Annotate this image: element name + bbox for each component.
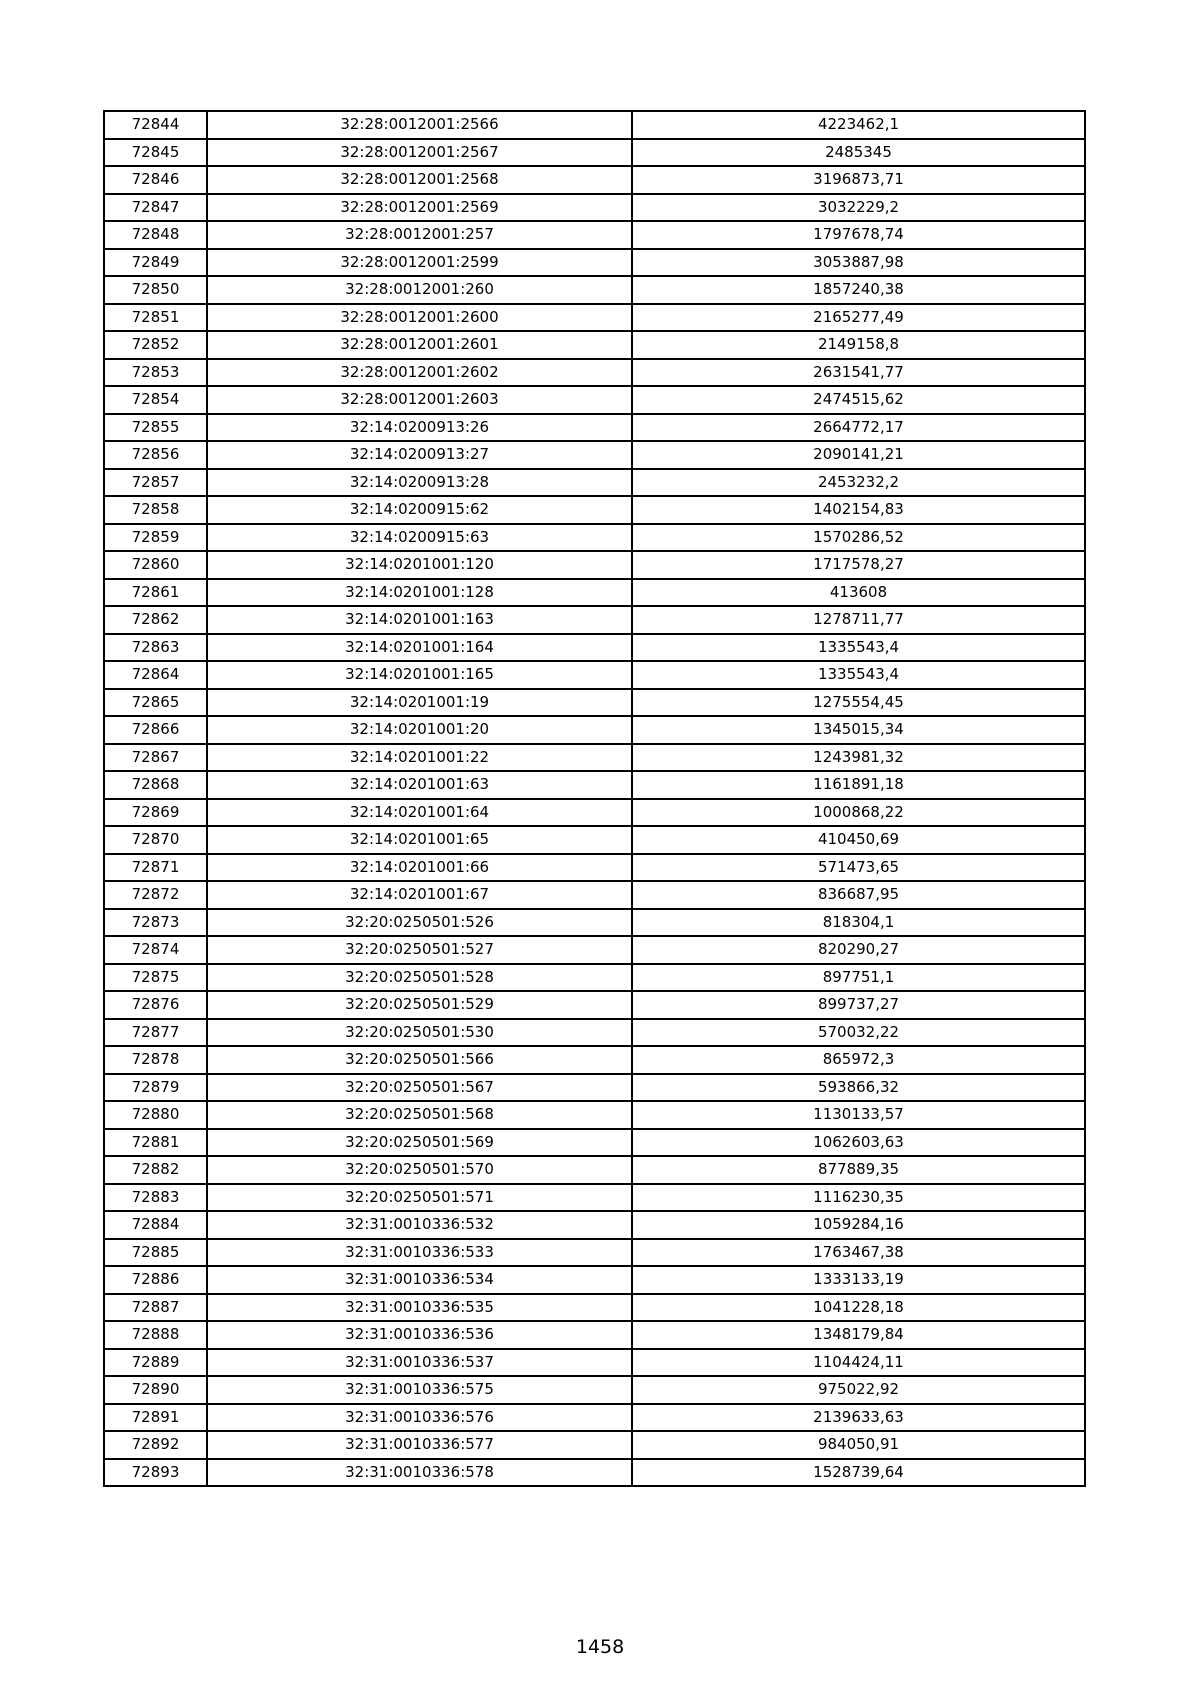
row-number-cell: 72849 xyxy=(104,249,207,277)
table-row xyxy=(104,386,1085,414)
cadastral-number-cell: 32:28:0012001:2602 xyxy=(207,359,632,387)
cadastral-number-cell: 32:20:0250501:529 xyxy=(207,991,632,1019)
cadastral-number-cell: 32:14:0201001:165 xyxy=(207,661,632,689)
row-number-cell: 72886 xyxy=(104,1266,207,1294)
table-row xyxy=(104,1404,1085,1432)
cadastral-number-cell: 32:28:0012001:2601 xyxy=(207,331,632,359)
cadastral-number-cell: 32:14:0200915:63 xyxy=(207,524,632,552)
row-number-cell: 72868 xyxy=(104,771,207,799)
cadastral-number-cell: 32:14:0201001:65 xyxy=(207,826,632,854)
table-row xyxy=(104,579,1085,607)
value-cell: 2664772,17 xyxy=(632,414,1085,442)
table-row xyxy=(104,139,1085,167)
cadastral-number-cell: 32:28:0012001:257 xyxy=(207,221,632,249)
cadastral-number-cell: 32:28:0012001:2568 xyxy=(207,166,632,194)
value-cell: 820290,27 xyxy=(632,936,1085,964)
table-row xyxy=(104,1101,1085,1129)
row-number-cell: 72863 xyxy=(104,634,207,662)
value-cell: 1333133,19 xyxy=(632,1266,1085,1294)
value-cell: 571473,65 xyxy=(632,854,1085,882)
table-row xyxy=(104,249,1085,277)
cadastral-number-cell: 32:14:0201001:120 xyxy=(207,551,632,579)
value-cell: 1130133,57 xyxy=(632,1101,1085,1129)
table-row xyxy=(104,909,1085,937)
table-row xyxy=(104,1129,1085,1157)
table-row xyxy=(104,1266,1085,1294)
table-row xyxy=(104,1459,1085,1487)
table-row xyxy=(104,524,1085,552)
table-row xyxy=(104,331,1085,359)
table-row xyxy=(104,1376,1085,1404)
row-number-cell: 72866 xyxy=(104,716,207,744)
table-row xyxy=(104,414,1085,442)
table-row xyxy=(104,166,1085,194)
cadastral-number-cell: 32:14:0201001:128 xyxy=(207,579,632,607)
row-number-cell: 72870 xyxy=(104,826,207,854)
row-number-cell: 72878 xyxy=(104,1046,207,1074)
cadastral-number-cell: 32:14:0201001:22 xyxy=(207,744,632,772)
cadastral-number-cell: 32:20:0250501:527 xyxy=(207,936,632,964)
value-cell: 2453232,2 xyxy=(632,469,1085,497)
table-row xyxy=(104,936,1085,964)
cadastral-number-cell: 32:14:0201001:19 xyxy=(207,689,632,717)
page-number: 1458 xyxy=(575,1636,625,1658)
table-row xyxy=(104,771,1085,799)
value-cell: 1335543,4 xyxy=(632,634,1085,662)
data-table-container xyxy=(103,110,1084,1487)
table-row xyxy=(104,606,1085,634)
cadastral-number-cell: 32:31:0010336:576 xyxy=(207,1404,632,1432)
table-row xyxy=(104,744,1085,772)
table-row xyxy=(104,1321,1085,1349)
value-cell: 1243981,32 xyxy=(632,744,1085,772)
row-number-cell: 72859 xyxy=(104,524,207,552)
row-number-cell: 72885 xyxy=(104,1239,207,1267)
table-row xyxy=(104,441,1085,469)
cadastral-number-cell: 32:28:0012001:2567 xyxy=(207,139,632,167)
table-row xyxy=(104,634,1085,662)
cadastral-number-cell: 32:14:0201001:20 xyxy=(207,716,632,744)
row-number-cell: 72888 xyxy=(104,1321,207,1349)
row-number-cell: 72847 xyxy=(104,194,207,222)
table-row xyxy=(104,1211,1085,1239)
value-cell: 1000868,22 xyxy=(632,799,1085,827)
value-cell: 865972,3 xyxy=(632,1046,1085,1074)
table-row xyxy=(104,991,1085,1019)
table-row xyxy=(104,276,1085,304)
cadastral-number-cell: 32:20:0250501:571 xyxy=(207,1184,632,1212)
value-cell: 1104424,11 xyxy=(632,1349,1085,1377)
value-cell: 1348179,84 xyxy=(632,1321,1085,1349)
row-number-cell: 72876 xyxy=(104,991,207,1019)
row-number-cell: 72880 xyxy=(104,1101,207,1129)
value-cell: 975022,92 xyxy=(632,1376,1085,1404)
value-cell: 570032,22 xyxy=(632,1019,1085,1047)
value-cell: 2474515,62 xyxy=(632,386,1085,414)
row-number-cell: 72890 xyxy=(104,1376,207,1404)
cadastral-value-table xyxy=(103,110,1086,1487)
cadastral-number-cell: 32:31:0010336:577 xyxy=(207,1431,632,1459)
table-row xyxy=(104,1019,1085,1047)
row-number-cell: 72867 xyxy=(104,744,207,772)
cadastral-number-cell: 32:28:0012001:2599 xyxy=(207,249,632,277)
table-row xyxy=(104,881,1085,909)
row-number-cell: 72846 xyxy=(104,166,207,194)
cadastral-number-cell: 32:20:0250501:528 xyxy=(207,964,632,992)
cadastral-number-cell: 32:14:0201001:163 xyxy=(207,606,632,634)
value-cell: 1116230,35 xyxy=(632,1184,1085,1212)
value-cell: 4223462,1 xyxy=(632,111,1085,139)
table-row xyxy=(104,1431,1085,1459)
value-cell: 413608 xyxy=(632,579,1085,607)
value-cell: 3196873,71 xyxy=(632,166,1085,194)
cadastral-number-cell: 32:20:0250501:566 xyxy=(207,1046,632,1074)
table-row xyxy=(104,469,1085,497)
value-cell: 1402154,83 xyxy=(632,496,1085,524)
table-row xyxy=(104,1349,1085,1377)
row-number-cell: 72874 xyxy=(104,936,207,964)
cadastral-number-cell: 32:14:0201001:66 xyxy=(207,854,632,882)
row-number-cell: 72879 xyxy=(104,1074,207,1102)
table-row xyxy=(104,661,1085,689)
cadastral-number-cell: 32:28:0012001:2569 xyxy=(207,194,632,222)
value-cell: 1797678,74 xyxy=(632,221,1085,249)
value-cell: 3032229,2 xyxy=(632,194,1085,222)
row-number-cell: 72869 xyxy=(104,799,207,827)
row-number-cell: 72845 xyxy=(104,139,207,167)
cadastral-number-cell: 32:14:0200913:27 xyxy=(207,441,632,469)
value-cell: 984050,91 xyxy=(632,1431,1085,1459)
row-number-cell: 72891 xyxy=(104,1404,207,1432)
value-cell: 1717578,27 xyxy=(632,551,1085,579)
value-cell: 593866,32 xyxy=(632,1074,1085,1102)
table-row xyxy=(104,1239,1085,1267)
cadastral-number-cell: 32:20:0250501:570 xyxy=(207,1156,632,1184)
row-number-cell: 72887 xyxy=(104,1294,207,1322)
value-cell: 1062603,63 xyxy=(632,1129,1085,1157)
cadastral-number-cell: 32:14:0200915:62 xyxy=(207,496,632,524)
value-cell: 410450,69 xyxy=(632,826,1085,854)
table-row xyxy=(104,1184,1085,1212)
row-number-cell: 72873 xyxy=(104,909,207,937)
row-number-cell: 72882 xyxy=(104,1156,207,1184)
value-cell: 1570286,52 xyxy=(632,524,1085,552)
row-number-cell: 72872 xyxy=(104,881,207,909)
value-cell: 897751,1 xyxy=(632,964,1085,992)
table-row xyxy=(104,716,1085,744)
table-row xyxy=(104,194,1085,222)
table-row xyxy=(104,1156,1085,1184)
table-row xyxy=(104,799,1085,827)
cadastral-number-cell: 32:28:0012001:260 xyxy=(207,276,632,304)
cadastral-number-cell: 32:20:0250501:567 xyxy=(207,1074,632,1102)
cadastral-number-cell: 32:20:0250501:568 xyxy=(207,1101,632,1129)
row-number-cell: 72877 xyxy=(104,1019,207,1047)
value-cell: 2090141,21 xyxy=(632,441,1085,469)
table-row xyxy=(104,221,1085,249)
row-number-cell: 72865 xyxy=(104,689,207,717)
cadastral-number-cell: 32:20:0250501:569 xyxy=(207,1129,632,1157)
table-row xyxy=(104,826,1085,854)
row-number-cell: 72852 xyxy=(104,331,207,359)
value-cell: 3053887,98 xyxy=(632,249,1085,277)
row-number-cell: 72853 xyxy=(104,359,207,387)
cadastral-number-cell: 32:28:0012001:2603 xyxy=(207,386,632,414)
table-row xyxy=(104,964,1085,992)
cadastral-number-cell: 32:31:0010336:534 xyxy=(207,1266,632,1294)
table-row xyxy=(104,111,1085,139)
cadastral-number-cell: 32:31:0010336:575 xyxy=(207,1376,632,1404)
cadastral-number-cell: 32:31:0010336:536 xyxy=(207,1321,632,1349)
row-number-cell: 72860 xyxy=(104,551,207,579)
row-number-cell: 72889 xyxy=(104,1349,207,1377)
value-cell: 1278711,77 xyxy=(632,606,1085,634)
value-cell: 1059284,16 xyxy=(632,1211,1085,1239)
value-cell: 2139633,63 xyxy=(632,1404,1085,1432)
table-row xyxy=(104,1294,1085,1322)
row-number-cell: 72875 xyxy=(104,964,207,992)
value-cell: 1275554,45 xyxy=(632,689,1085,717)
cadastral-number-cell: 32:31:0010336:533 xyxy=(207,1239,632,1267)
value-cell: 2149158,8 xyxy=(632,331,1085,359)
cadastral-number-cell: 32:14:0201001:63 xyxy=(207,771,632,799)
table-row xyxy=(104,1046,1085,1074)
value-cell: 1857240,38 xyxy=(632,276,1085,304)
table-row xyxy=(104,496,1085,524)
row-number-cell: 72862 xyxy=(104,606,207,634)
cadastral-number-cell: 32:31:0010336:535 xyxy=(207,1294,632,1322)
row-number-cell: 72848 xyxy=(104,221,207,249)
row-number-cell: 72864 xyxy=(104,661,207,689)
cadastral-number-cell: 32:14:0201001:64 xyxy=(207,799,632,827)
row-number-cell: 72892 xyxy=(104,1431,207,1459)
value-cell: 836687,95 xyxy=(632,881,1085,909)
cadastral-number-cell: 32:28:0012001:2600 xyxy=(207,304,632,332)
cadastral-number-cell: 32:31:0010336:578 xyxy=(207,1459,632,1487)
value-cell: 1763467,38 xyxy=(632,1239,1085,1267)
table-body xyxy=(104,111,1085,1486)
row-number-cell: 72884 xyxy=(104,1211,207,1239)
table-row xyxy=(104,551,1085,579)
cadastral-number-cell: 32:20:0250501:530 xyxy=(207,1019,632,1047)
row-number-cell: 72851 xyxy=(104,304,207,332)
cadastral-number-cell: 32:31:0010336:532 xyxy=(207,1211,632,1239)
table-row xyxy=(104,1074,1085,1102)
value-cell: 2631541,77 xyxy=(632,359,1085,387)
table-row xyxy=(104,854,1085,882)
cadastral-number-cell: 32:14:0201001:164 xyxy=(207,634,632,662)
row-number-cell: 72871 xyxy=(104,854,207,882)
cadastral-number-cell: 32:14:0201001:67 xyxy=(207,881,632,909)
value-cell: 1528739,64 xyxy=(632,1459,1085,1487)
value-cell: 899737,27 xyxy=(632,991,1085,1019)
row-number-cell: 72883 xyxy=(104,1184,207,1212)
row-number-cell: 72861 xyxy=(104,579,207,607)
value-cell: 1041228,18 xyxy=(632,1294,1085,1322)
value-cell: 2485345 xyxy=(632,139,1085,167)
row-number-cell: 72893 xyxy=(104,1459,207,1487)
value-cell: 877889,35 xyxy=(632,1156,1085,1184)
cadastral-number-cell: 32:31:0010336:537 xyxy=(207,1349,632,1377)
cadastral-number-cell: 32:14:0200913:28 xyxy=(207,469,632,497)
cadastral-number-cell: 32:28:0012001:2566 xyxy=(207,111,632,139)
table-row xyxy=(104,359,1085,387)
value-cell: 818304,1 xyxy=(632,909,1085,937)
row-number-cell: 72855 xyxy=(104,414,207,442)
table-row xyxy=(104,304,1085,332)
row-number-cell: 72858 xyxy=(104,496,207,524)
row-number-cell: 72856 xyxy=(104,441,207,469)
value-cell: 1335543,4 xyxy=(632,661,1085,689)
row-number-cell: 72857 xyxy=(104,469,207,497)
row-number-cell: 72844 xyxy=(104,111,207,139)
value-cell: 1345015,34 xyxy=(632,716,1085,744)
row-number-cell: 72881 xyxy=(104,1129,207,1157)
value-cell: 2165277,49 xyxy=(632,304,1085,332)
value-cell: 1161891,18 xyxy=(632,771,1085,799)
table-row xyxy=(104,689,1085,717)
row-number-cell: 72850 xyxy=(104,276,207,304)
row-number-cell: 72854 xyxy=(104,386,207,414)
cadastral-number-cell: 32:20:0250501:526 xyxy=(207,909,632,937)
cadastral-number-cell: 32:14:0200913:26 xyxy=(207,414,632,442)
